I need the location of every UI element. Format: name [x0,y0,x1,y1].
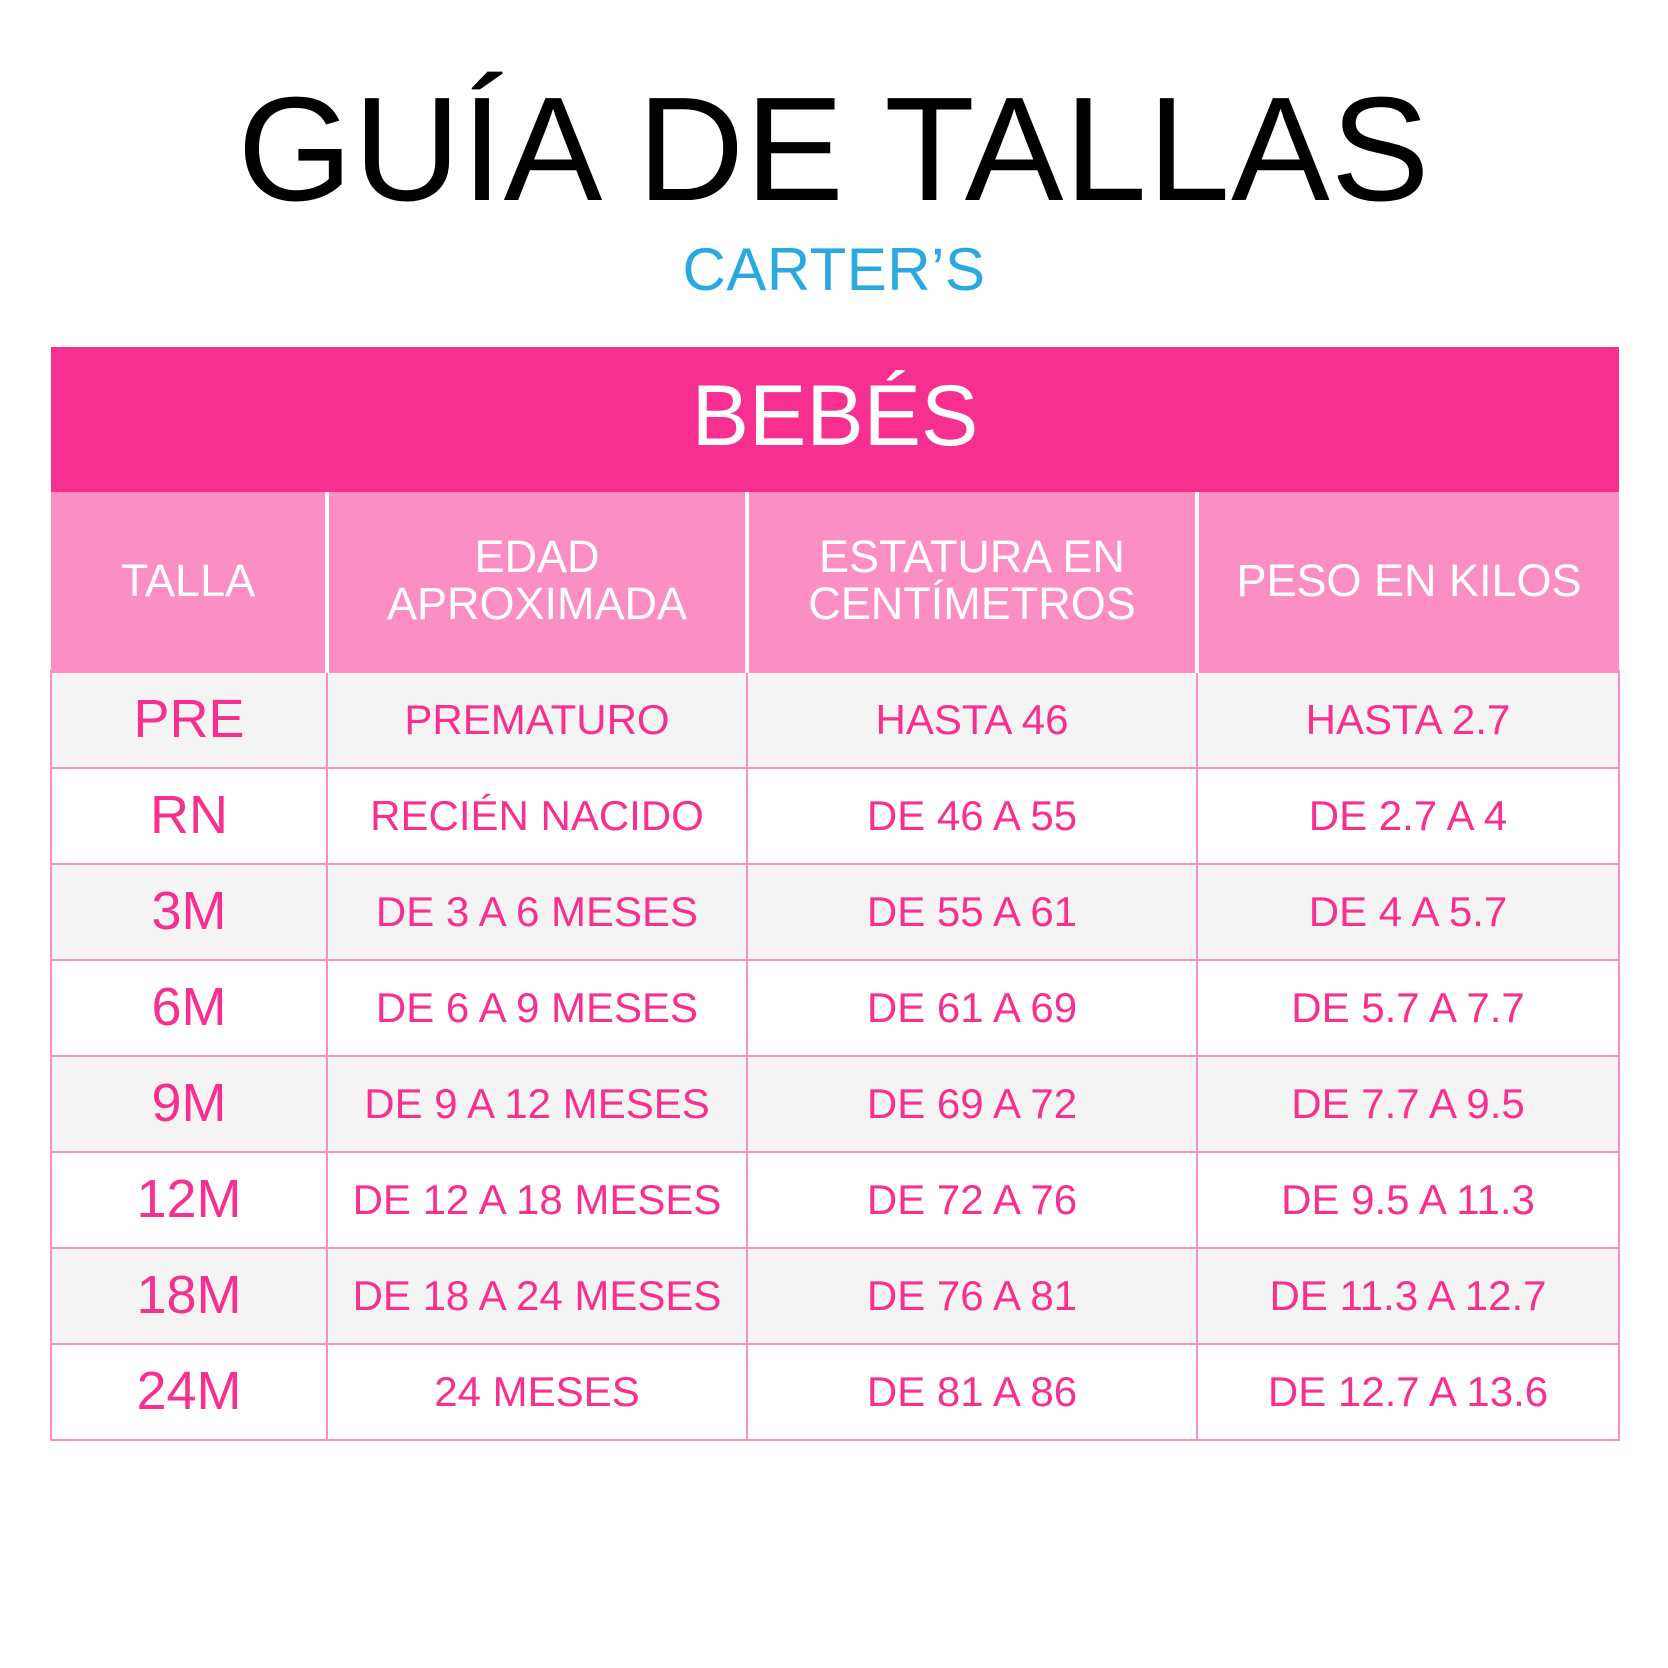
cell-talla: 12M [51,1152,327,1248]
page-title: GUÍA DE TALLAS [237,67,1431,232]
table-row [51,864,1619,960]
cell-estatura: DE 81 A 86 [747,1344,1197,1440]
cell-peso: DE 7.7 A 9.5 [1197,1056,1619,1152]
brand-name: CARTER’S [682,236,986,304]
table-body [51,671,1619,1440]
cell-estatura: HASTA 46 [747,671,1197,768]
cell-talla: 18M [51,1248,327,1344]
table-row [51,1344,1619,1440]
cell-talla: PRE [51,671,327,768]
table-column-headers [51,492,1619,672]
cell-estatura: DE 46 A 55 [747,768,1197,864]
column-header-estatura: ESTATURA EN CENTÍMETROS [747,492,1197,672]
cell-peso: DE 4 A 5.7 [1197,864,1619,960]
cell-edad: DE 6 A 9 MESES [327,960,747,1056]
cell-peso: DE 2.7 A 4 [1197,768,1619,864]
cell-edad: DE 9 A 12 MESES [327,1056,747,1152]
table-banner-row [51,347,1619,491]
cell-talla: 9M [51,1056,327,1152]
column-header-talla: TALLA [51,492,327,672]
cell-estatura: DE 72 A 76 [747,1152,1197,1248]
table-row [51,671,1619,768]
cell-peso: HASTA 2.7 [1197,671,1619,768]
cell-peso: DE 5.7 A 7.7 [1197,960,1619,1056]
cell-edad: DE 18 A 24 MESES [327,1248,747,1344]
table-banner-label: BEBÉS [51,347,1619,491]
table-row [51,1056,1619,1152]
size-table-container [50,347,1618,1440]
cell-estatura: DE 61 A 69 [747,960,1197,1056]
cell-talla: RN [51,768,327,864]
size-table [50,347,1620,1440]
table-row [51,1152,1619,1248]
cell-peso: DE 11.3 A 12.7 [1197,1248,1619,1344]
cell-edad: 24 MESES [327,1344,747,1440]
cell-peso: DE 9.5 A 11.3 [1197,1152,1619,1248]
cell-talla: 6M [51,960,327,1056]
cell-talla: 24M [51,1344,327,1440]
table-row [51,768,1619,864]
cell-talla: 3M [51,864,327,960]
cell-peso: DE 12.7 A 13.6 [1197,1344,1619,1440]
cell-edad: DE 3 A 6 MESES [327,864,747,960]
cell-estatura: DE 76 A 81 [747,1248,1197,1344]
table-row [51,1248,1619,1344]
column-header-peso: PESO EN KILOS [1197,492,1619,672]
cell-edad: RECIÉN NACIDO [327,768,747,864]
cell-estatura: DE 55 A 61 [747,864,1197,960]
table-row [51,960,1619,1056]
cell-edad: PREMATURO [327,671,747,768]
column-header-edad: EDAD APROXIMADA [327,492,747,672]
cell-estatura: DE 69 A 72 [747,1056,1197,1152]
cell-edad: DE 12 A 18 MESES [327,1152,747,1248]
